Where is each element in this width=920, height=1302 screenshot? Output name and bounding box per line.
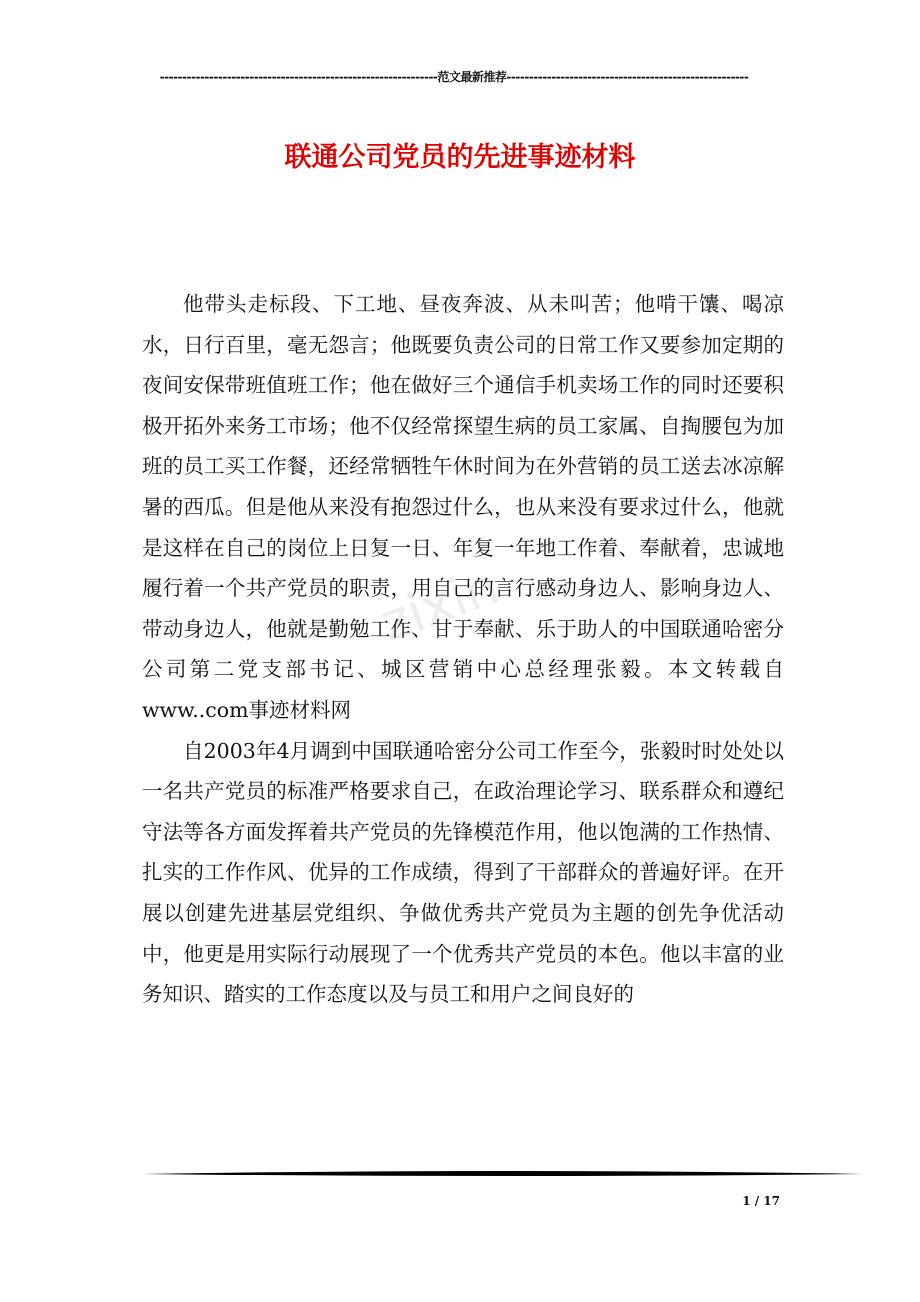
page-number: 1 / 17 [742,1194,780,1208]
watermark: zixin [373,556,507,654]
paragraph-1: 他带头走标段、下工地、昼夜奔波、从未叫苦；他啃干馕、喝凉水，日行百里，毫无怨言；他既要负责公司的日常工作又要参加定期的夜间安保带班值班工作；他在做好三个通信手机卖场工作的同时还要积极开拓外来务工市场；他不仅经常探望生病的员工家属、自掏腰包为加班的员工买工作餐，还经常牺牲午休时间为在外营销的员工送去冰凉解暑的西瓜。但是他从来没有抱怨过什么，也从来没有要求过什么，他就是这样在自己的岗位上日复一日、年复一年地工作着、奉献着，忠诚地履行着一个共产党员的职责，用自己的言行感动身边人、影响身边人、带动身边人，他就是勤勉工作、甘于奉献、乐于助人的中国联通哈密分公司第二党支部书记、城区营销中心总经理张毅。本文转载自www..com事迹材料网 [142,292,784,722]
page-header-banner: --------------------------------------------------------------范文最新推荐------------------------------------------------------ [159,70,749,84]
footer-rule [142,1169,864,1179]
document-body [142,284,784,1015]
paragraph-2: 自2003年4月调到中国联通哈密分公司工作至今，张毅时时处处以一名共产党员的标准严格要求自己，在政治理论学习、联系群众和遵纪守法等各方面发挥着共产党员的先锋模范作用，他以饱满的工作热情、扎实的工作作风、优异的工作成绩，得到了干部群众的普遍好评。在开展以创建先进基层党组织、争做优秀共产党员为主题的创先争优活动中，他更是用实际行动展现了一个优秀共产党员的本色。他以丰富的业务知识、踏实的工作态度以及与员工和用户之间良好的 [142,738,784,1007]
document-title: 联通公司党员的先进事迹材料 [284,142,636,174]
